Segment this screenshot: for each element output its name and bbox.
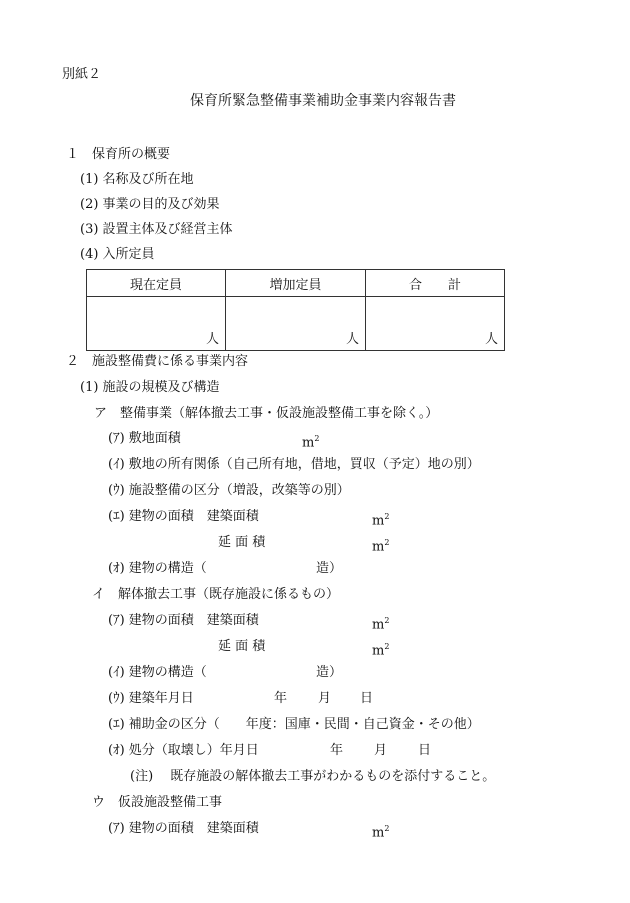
cell-total[interactable]: 人 — [366, 297, 505, 351]
c-building-area: (ｱ) 建物の面積 建築面積 — [108, 821, 259, 836]
b-construction-month: 月 — [318, 691, 332, 706]
cell-increased-capacity[interactable]: 人 — [226, 297, 366, 351]
b-building-area: (ｱ) 建物の面積 建築面積 — [108, 613, 259, 628]
a-building-structure-end: 造） — [316, 561, 343, 576]
subsection-a-label: ア 整備事業（解体撤去工事・仮設施設整備工事を除く。） — [94, 406, 439, 421]
b-note: (注) 既存施設の解体撤去工事がわかるものを添付すること。 — [130, 769, 496, 784]
subsection-b-label: イ 解体撤去工事（既存施設に係るもの） — [92, 587, 340, 602]
subsection-c-label: ウ 仮設施設整備工事 — [92, 795, 223, 810]
item-establishment-operator: (3) 設置主体及び経営主体 — [80, 222, 233, 237]
b-total-floor-area: 延 面 積 — [218, 639, 266, 654]
section-1-heading: １ 保育所の概要 — [66, 147, 171, 162]
a-site-area: (ｱ) 敷地面積 — [108, 431, 181, 446]
header-total: 合 計 — [366, 270, 505, 297]
b-building-area-unit: $m^2$ — [372, 616, 390, 633]
b-building-structure: (ｲ) 建物の構造（ — [108, 665, 207, 680]
a-building-structure: (ｵ) 建物の構造（ — [108, 561, 207, 576]
header-increased-capacity: 増加定員 — [226, 270, 366, 297]
a-total-floor-area: 延 面 積 — [218, 535, 266, 550]
a-building-area-unit: $m^2$ — [372, 512, 390, 529]
a-land-ownership: (ｲ) 敷地の所有関係（自己所有地，借地，買収（予定）地の別） — [108, 457, 480, 472]
item-scale-structure: (1) 施設の規模及び構造 — [80, 380, 220, 395]
b-construction-day: 日 — [360, 691, 374, 706]
item-capacity: (4) 入所定員 — [80, 247, 155, 262]
cell-current-capacity[interactable]: 人 — [87, 297, 226, 351]
capacity-table — [86, 269, 505, 351]
a-site-area-unit: $m^2$ — [302, 434, 320, 451]
b-construction-date: (ｳ) 建築年月日 — [108, 691, 194, 706]
b-total-floor-area-unit: $m^2$ — [372, 642, 390, 659]
a-building-area: (ｴ) 建物の面積 建築面積 — [108, 509, 259, 524]
header-current-capacity: 現在定員 — [87, 270, 226, 297]
b-disposal-year: 年 — [330, 743, 344, 758]
document-title: 保育所緊急整備事業補助金事業内容報告書 — [190, 93, 456, 109]
b-subsidy-category: (ｴ) 補助金の区分（ 年度：国庫・民間・自己資金・その他） — [108, 717, 480, 732]
item-purpose-effect: (2) 事業の目的及び効果 — [80, 197, 220, 212]
b-disposal-day: 日 — [418, 743, 432, 758]
attachment-label: 別紙２ — [62, 67, 102, 82]
b-disposal-date: (ｵ) 処分（取壊し）年月日 — [108, 743, 259, 758]
b-disposal-month: 月 — [374, 743, 388, 758]
item-name-location: (1) 名称及び所在地 — [80, 172, 194, 187]
a-total-floor-area-unit: $m^2$ — [372, 538, 390, 555]
b-building-structure-end: 造） — [316, 665, 343, 680]
b-construction-year: 年 — [274, 691, 288, 706]
c-building-area-unit: $m^2$ — [372, 824, 390, 841]
a-facility-category: (ｳ) 施設整備の区分（増設，改築等の別） — [108, 483, 350, 498]
section-2-heading: ２ 施設整備費に係る事業内容 — [66, 354, 249, 369]
